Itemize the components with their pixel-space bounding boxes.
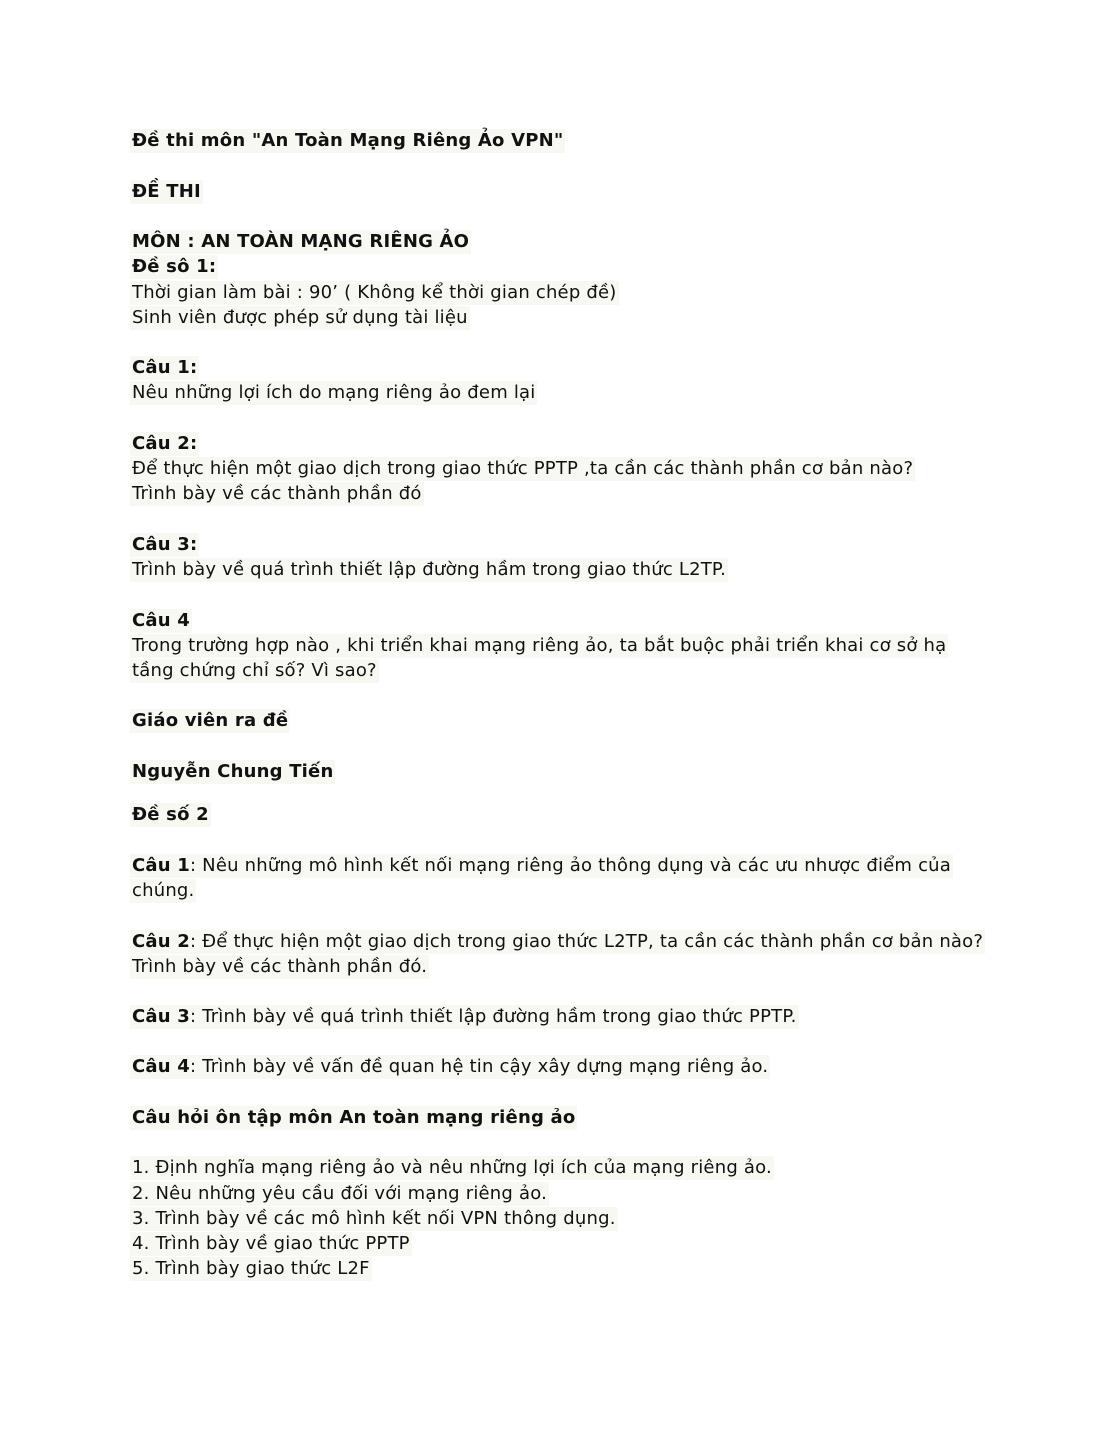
exam2-q3-line (130, 1005, 799, 1029)
exam2-q1-line1 (130, 854, 953, 878)
teacher-label: Giáo viên ra đề (132, 710, 289, 731)
exam2-label: Đề số 2 (132, 804, 209, 825)
review-heading: Câu hỏi ôn tập môn An toàn mạng riêng ảo (132, 1107, 576, 1128)
exam1-q2-line1: Để thực hiện một giao dịch trong giao thức PPTP ,ta cần các thành phần cơ bản nào? (132, 458, 914, 479)
exam2-q4-line (130, 1055, 770, 1079)
exam1-q1-text: Nêu những lợi ích do mạng riêng ảo đem lại (132, 382, 536, 403)
review-item: 1. Định nghĩa mạng riêng ảo và nêu những lợi ích của mạng riêng ảo. (132, 1157, 772, 1178)
exam2-q3-label: Câu 3 (132, 1006, 190, 1027)
exam1-time: Thời gian làm bài : 90’ ( Không kể thời gian chép đề) (132, 282, 617, 303)
review-item: 2. Nêu những yêu cầu đối với mạng riêng ảo. (132, 1183, 548, 1204)
exam2-q4-text: : Trình bày về vấn đề quan hệ tin cậy xây dựng mạng riêng ảo. (189, 1056, 769, 1077)
exam1-q3-text: Trình bày về quá trình thiết lập đường hầm trong giao thức L2TP. (132, 559, 727, 580)
exam1-q2-label: Câu 2: (132, 433, 198, 454)
exam1-q4-label: Câu 4 (132, 610, 190, 631)
exam2-q1-label: Câu 1 (132, 855, 190, 876)
exam1-q1-label: Câu 1: (132, 357, 198, 378)
exam-heading: ĐỀ THI (132, 181, 201, 202)
review-item: 5. Trình bày giao thức L2F (132, 1258, 370, 1279)
review-item: 4. Trình bày về giao thức PPTP (132, 1233, 410, 1254)
exam1-note: Sinh viên được phép sử dụng tài liệu (132, 307, 468, 328)
exam1-q4-line2: tầng chứng chỉ số? Vì sao? (132, 660, 377, 681)
exam2-q4-label: Câu 4 (132, 1056, 190, 1077)
exam2-q2-label: Câu 2 (132, 931, 190, 952)
exam2-q2-text: : Để thực hiện một giao dịch trong giao thức L2TP, ta cần các thành phần cơ bản nào? (189, 931, 984, 952)
document-title: Đề thi môn "An Toàn Mạng Riêng Ảo VPN" (132, 130, 564, 151)
review-item: 3. Trình bày về các mô hình kết nối VPN thông dụng. (132, 1208, 616, 1229)
exam1-q3-label: Câu 3: (132, 534, 198, 555)
exam1-q2-line2: Trình bày về các thành phần đó (132, 483, 422, 504)
exam2-q1-line2: chúng. (132, 880, 195, 901)
teacher-name: Nguyễn Chung Tiến (132, 761, 334, 782)
exam2-q1-text: : Nêu những mô hình kết nối mạng riêng ảo thông dụng và các ưu nhược điểm của (189, 855, 952, 876)
subject-heading: MÔN : AN TOÀN MẠNG RIÊNG ẢO (132, 231, 470, 252)
exam2-q2-line1 (130, 930, 985, 954)
exam2-q3-text: : Trình bày về quá trình thiết lập đường hầm trong giao thức PPTP. (189, 1006, 797, 1027)
exam2-q2-line2: Trình bày về các thành phần đó. (132, 956, 428, 977)
exam1-q4-line1: Trong trường hợp nào , khi triển khai mạng riêng ảo, ta bắt buộc phải triển khai cơ sở hạ (132, 635, 947, 656)
exam1-label: Đề sô 1: (132, 256, 217, 277)
